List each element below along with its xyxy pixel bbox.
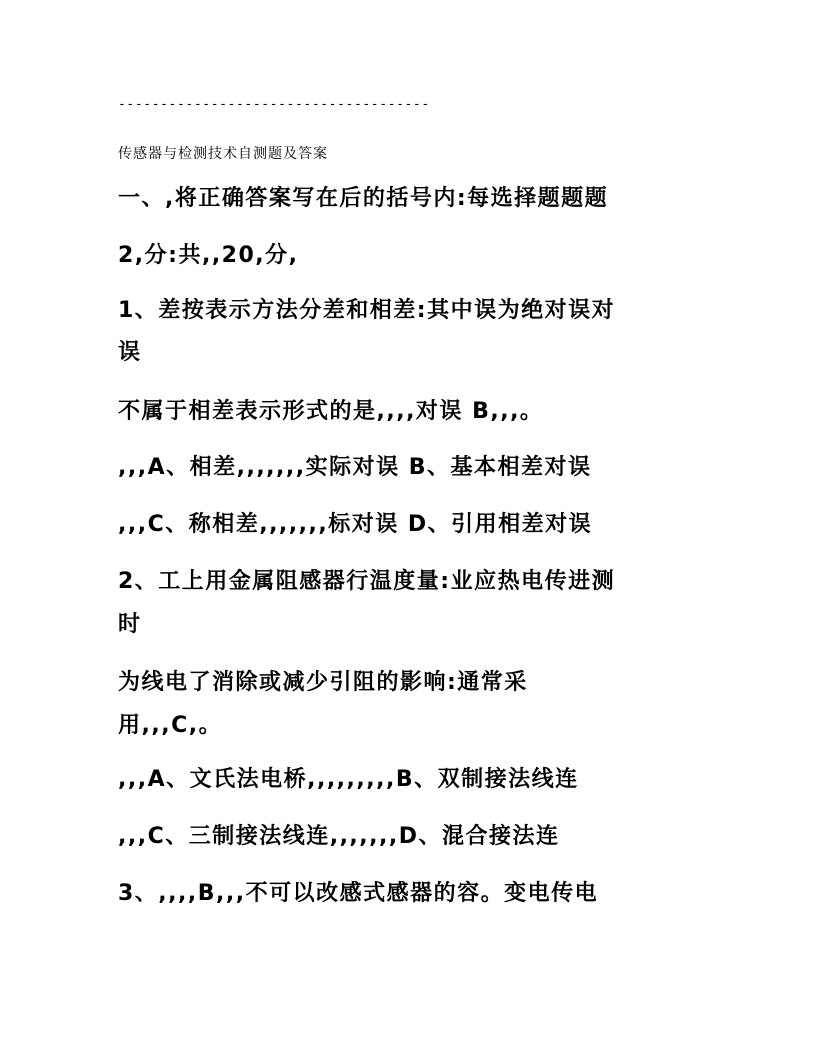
question-1-options-cd: ,,,C、称相差,,,,,,,标对误 D、引用相差对误 <box>118 512 593 537</box>
section-heading-line-2: 2,分:共,,20,分, <box>118 243 299 268</box>
question-2-line-1: 2、工上用金属阻感器行温度量:业应热电传进测 <box>118 569 616 594</box>
question-1-options-ab: ,,,A、相差,,,,,,,实际对误 B、基本相差对误 <box>118 455 592 480</box>
question-2-line-4: 用,,,C,。 <box>118 713 223 738</box>
question-1-line-1: 1、差按表示方法分差和相差:其中误为绝对误对 <box>118 298 616 323</box>
question-2-options-cd: ,,,C、三制接法线连,,,,,,,D、混合接法连 <box>118 824 560 849</box>
question-3-line-1: 3、,,,,B,,,不可以改感式感器的容。变电传电 <box>118 881 599 906</box>
question-2-options-ab: ,,,A、文氏法电桥,,,,,,,,,B、双制接法线连 <box>118 767 579 792</box>
separator-rule: ------------------------------------- <box>118 97 430 112</box>
section-heading-line-1: 一、,将正确答案写在后的括号内:每选择题题题 <box>118 186 609 211</box>
document-subtitle: 传感器与检测技术自测题及答案 <box>118 146 328 162</box>
question-2-line-2: 时 <box>118 612 142 637</box>
question-1-line-2: 误 <box>118 340 142 365</box>
question-1-line-3: 不属于相差表示形式的是,,,,对误 B,,,。 <box>118 399 544 424</box>
question-2-line-3: 为线电了消除或减少引阻的影响:通常采 <box>118 670 528 695</box>
